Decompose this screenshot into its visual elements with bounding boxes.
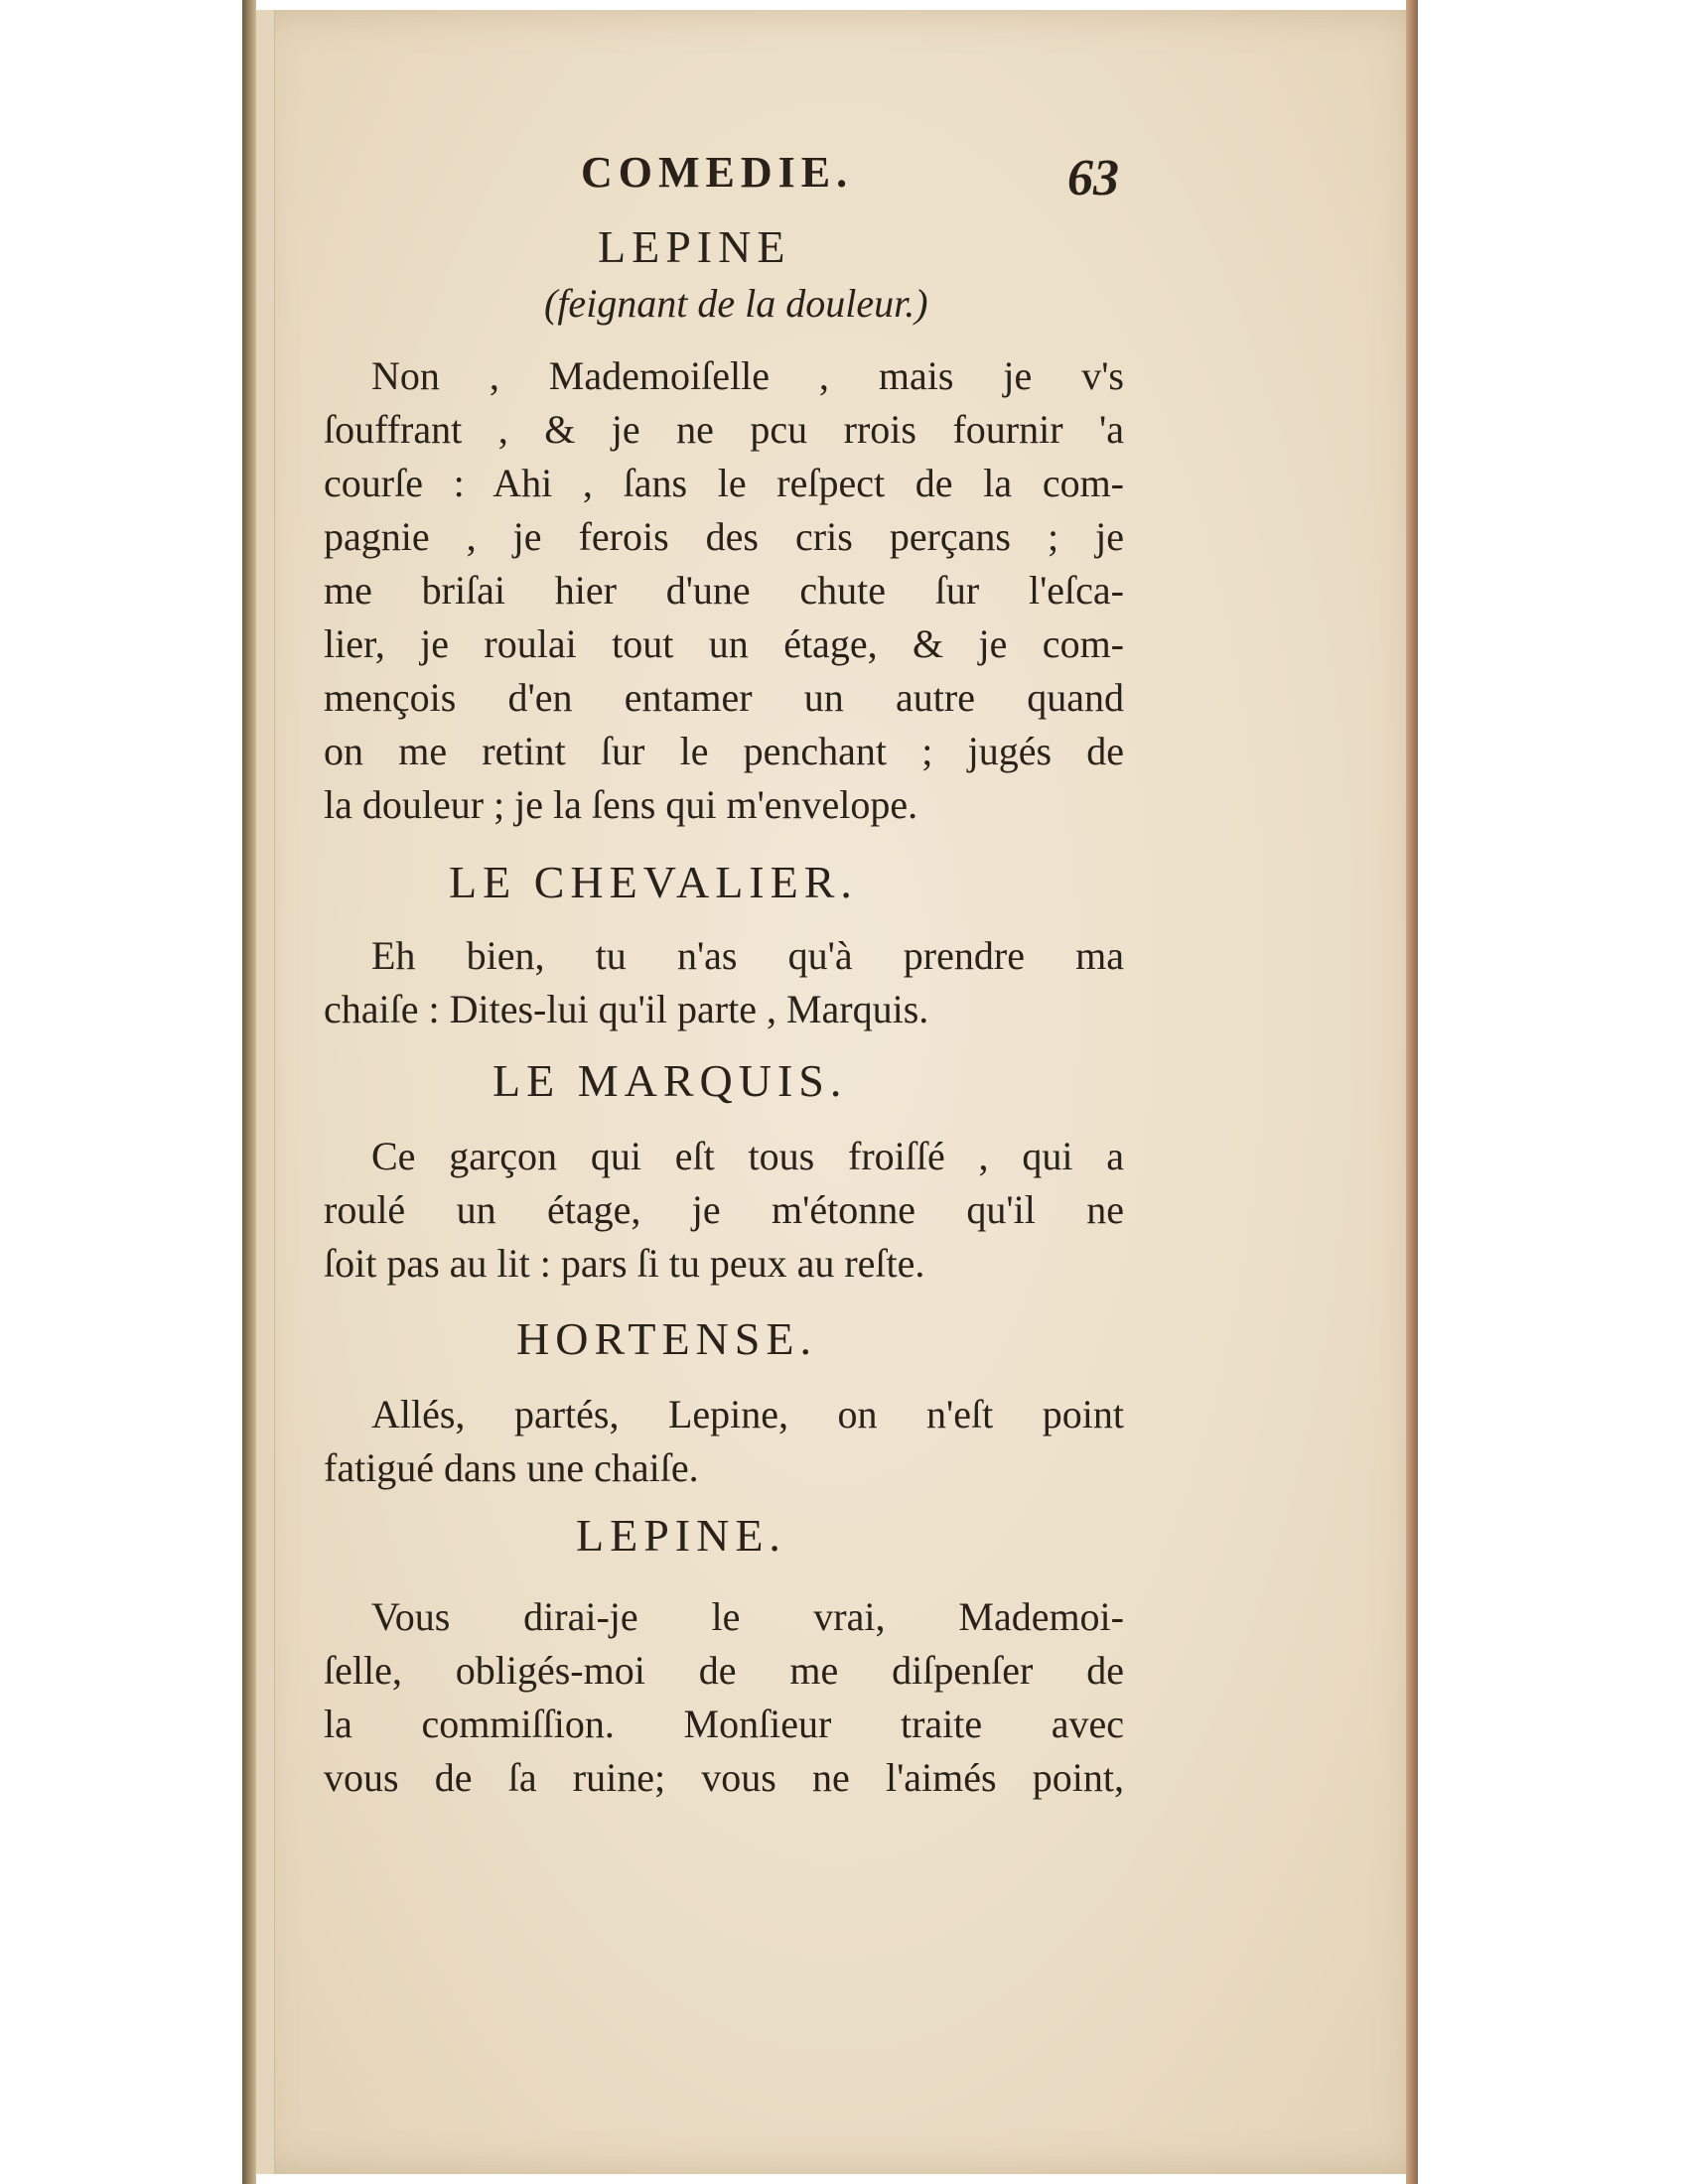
speech-block (324, 1130, 1124, 1291)
speech-line: me briſai hier d'une chute ſur l'eſca- (324, 568, 1124, 613)
speech-block (324, 349, 1124, 832)
speech-line: vous de ſa ruine; vous ne l'aimés point, (324, 1755, 1124, 1800)
speaker-name: LEPINE. (576, 1510, 786, 1561)
speech-line: fatigué dans une chaiſe. (324, 1445, 699, 1490)
speech-block (324, 929, 1124, 1036)
stage-direction: (feignant de la douleur.) (544, 281, 928, 326)
speaker-name: LEPINE (598, 221, 791, 272)
speaker-name: HORTENSE. (516, 1313, 817, 1364)
speech-line: chaiſe : Dites-lui qu'il parte , Marquis. (324, 987, 929, 1031)
speech-line: Eh bien, tu n'as qu'à prendre ma (371, 933, 1124, 978)
speech-line: pagnie , je ferois des cris perçans ; je (324, 514, 1124, 559)
speech-line: Allés, partés, Lepine, on n'eſt point (371, 1392, 1124, 1436)
speech-line: Non , Mademoiſelle , mais je v's (371, 353, 1124, 398)
speech-line: courſe : Ahi , ſans le reſpect de la com- (324, 461, 1124, 505)
page-edge-shadow (1406, 0, 1418, 2184)
speech-line: lier, je roulai tout un étage, & je com- (324, 621, 1124, 666)
page-number: 63 (1067, 150, 1119, 206)
speech-block (324, 1590, 1124, 1805)
speech-block (324, 1388, 1124, 1495)
speech-line: ſoit pas au lit : pars ſi tu peux au reſte. (324, 1241, 925, 1286)
speech-line: on me retint ſur le penchant ; jugés de (324, 729, 1124, 773)
speech-line: la commiſſion. Monſieur traite avec (324, 1702, 1124, 1746)
speech-line: mençois d'en entamer un autre quand (324, 675, 1124, 720)
speaker-name: LE MARQUIS. (492, 1055, 848, 1106)
facing-page-edge (256, 10, 275, 2174)
speech-line: ſouffrant , & je ne pcu rrois fournir 'a (324, 407, 1124, 452)
speaker-name: LE CHEVALIER. (449, 857, 858, 907)
speech-line: la douleur ; je la ſens qui m'envelope. (324, 782, 918, 827)
speech-line: ſelle, obligés-moi de me diſpenſer de (324, 1648, 1124, 1693)
speech-line: roulé un étage, je m'étonne qu'il ne (324, 1187, 1124, 1232)
running-head: COMEDIE. (581, 148, 854, 197)
speech-line: Vous dirai-je le vrai, Mademoi- (371, 1594, 1124, 1639)
book-spine (242, 0, 256, 2184)
speech-line: Ce garçon qui eſt tous froiſſé , qui a (371, 1134, 1124, 1178)
